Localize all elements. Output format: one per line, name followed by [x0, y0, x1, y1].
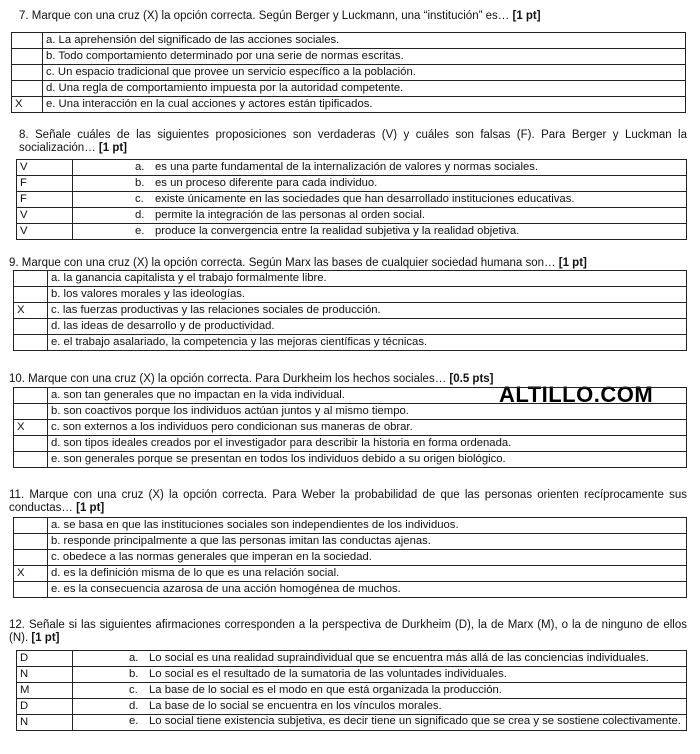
question-7	[19, 10, 686, 23]
answer-mark: D	[17, 699, 73, 715]
points: [1 pt]	[31, 632, 60, 644]
answer-mark	[14, 582, 48, 598]
question-9	[9, 257, 686, 270]
option-letter: d.	[129, 700, 139, 712]
answer-mark: X	[14, 566, 48, 582]
option-text: c. son externos a los individuos pero condicionan sus maneras de obrar.	[48, 420, 687, 436]
option-row	[17, 192, 687, 208]
option-label: permite la integración de las personas al orden social.	[155, 209, 426, 221]
option-text: a. La aprehensión del significado de las acciones sociales.	[43, 33, 686, 49]
option-row	[14, 550, 687, 566]
option-text: e. Una interacción en la cual acciones y actores están tipificados.	[43, 97, 686, 113]
option-label: Lo social es el resultado de la sumatoria de las voluntades individuales.	[149, 668, 507, 680]
option-text: a. son tan generales que no impactan en la vida individual.	[48, 388, 687, 404]
option-letter: c.	[135, 193, 144, 205]
question-text: 11. Marque con una cruz (X) la opción correcta. Para Weber la probabilidad de que las personas orienten recíprocamente sus conductas…	[9, 489, 687, 514]
option-label: La base de lo social se encuentra en los vínculos morales.	[149, 700, 442, 712]
points: [0.5 pts]	[449, 373, 494, 385]
option-text: b. son coactivos porque los individuos actúan juntos y al mismo tiempo.	[48, 404, 687, 420]
answer-mark	[14, 388, 48, 404]
option-text: d. Una regla de comportamiento impuesta por la autoridad competente.	[43, 81, 686, 97]
option-text: c. las fuerzas productivas y las relaciones sociales de producción.	[48, 303, 687, 319]
option-label: Lo social es una realidad supraindividual que se encuentra más allá de las conciencias individuales.	[149, 652, 649, 664]
option-row	[14, 303, 687, 319]
options-table-10	[13, 387, 687, 468]
option-row	[14, 388, 687, 404]
option-text	[73, 224, 687, 240]
question-11	[9, 489, 687, 515]
answer-mark: V	[17, 224, 73, 240]
answer-mark	[12, 49, 43, 65]
option-row	[17, 208, 687, 224]
option-row	[17, 160, 687, 176]
option-row	[12, 65, 686, 81]
option-label: es una parte fundamental de la internalización de valores y normas sociales.	[155, 161, 539, 173]
options-table-12	[16, 650, 687, 731]
question-text: 9. Marque con una cruz (X) la opción correcta. Según Marx las bases de cualquier sociedad humana son…	[9, 257, 556, 269]
option-row	[17, 224, 687, 240]
options-table-9	[13, 270, 687, 351]
option-label: La base de lo social es el modo en que está organizada la producción.	[149, 684, 502, 696]
option-row	[14, 518, 687, 534]
option-text	[73, 667, 687, 683]
options-table-7	[11, 32, 686, 113]
option-label: produce la convergencia entre la realidad subjetiva y la realidad objetiva.	[155, 225, 520, 237]
answer-mark: X	[14, 303, 48, 319]
option-letter: d.	[135, 209, 145, 221]
option-text	[73, 651, 687, 667]
option-row	[17, 667, 687, 683]
option-label: Lo social tiene existencia subjetiva, es decir tiene un significado que se crea y se sostiene colectivamente.	[149, 715, 681, 727]
question-text: 8. Señale cuáles de las siguientes proposiciones son verdaderas (V) y cuáles son falsas (F). Para Berger y Luckman la socialización…	[19, 129, 687, 154]
option-letter: c.	[129, 684, 138, 696]
options-table-11	[13, 517, 687, 598]
answer-mark: N	[17, 715, 73, 731]
option-row	[14, 420, 687, 436]
option-text: c. obedece a las normas generales que imperan en la sociedad.	[48, 550, 687, 566]
answer-mark	[14, 550, 48, 566]
answer-mark: X	[12, 97, 43, 113]
answer-mark	[14, 404, 48, 420]
answer-mark: F	[17, 192, 73, 208]
option-row	[14, 319, 687, 335]
answer-mark	[14, 436, 48, 452]
option-row	[12, 97, 686, 113]
option-row	[14, 404, 687, 420]
answer-mark	[14, 335, 48, 351]
points: [1 pt]	[558, 257, 587, 269]
option-text: e. es la consecuencia azarosa de una acción homogénea de muchos.	[48, 582, 687, 598]
answer-mark	[12, 65, 43, 81]
answer-mark	[14, 287, 48, 303]
watermark-logo: ALTILLO.COM	[499, 382, 654, 407]
option-row	[14, 534, 687, 550]
answer-mark	[14, 452, 48, 468]
option-row	[14, 582, 687, 598]
answer-mark: X	[14, 420, 48, 436]
question-text: 10. Marque con una cruz (X) la opción correcta. Para Durkheim los hechos sociales…	[9, 373, 447, 385]
answer-mark	[14, 271, 48, 287]
option-text	[73, 160, 687, 176]
option-text: a. la ganancia capitalista y el trabajo formalmente libre.	[48, 271, 687, 287]
option-text: e. son generales porque se presentan en todos los individuos debido a su origen biológico.	[48, 452, 687, 468]
option-text	[73, 208, 687, 224]
option-text: d. las ideas de desarrollo y de productividad.	[48, 319, 687, 335]
option-row	[14, 452, 687, 468]
option-text: b. Todo comportamiento determinado por una serie de normas escritas.	[43, 49, 686, 65]
question-8	[19, 129, 687, 155]
option-label: es un proceso diferente para cada individuo.	[155, 177, 378, 189]
answer-mark: N	[17, 667, 73, 683]
option-label: existe únicamente en las sociedades que han desarrollado instituciones educativas.	[155, 193, 575, 205]
question-12	[9, 619, 687, 645]
option-row	[14, 566, 687, 582]
option-text	[73, 176, 687, 192]
option-letter: a.	[135, 161, 145, 173]
option-text	[73, 715, 687, 731]
option-row	[12, 33, 686, 49]
answer-mark	[14, 534, 48, 550]
option-letter: b.	[129, 668, 139, 680]
option-row	[12, 49, 686, 65]
option-row	[17, 683, 687, 699]
answer-mark: V	[17, 208, 73, 224]
answer-mark: V	[17, 160, 73, 176]
answer-mark	[14, 319, 48, 335]
option-row	[14, 287, 687, 303]
points: [1 pt]	[512, 10, 541, 22]
option-row	[17, 715, 687, 731]
option-row	[17, 176, 687, 192]
option-letter: a.	[129, 652, 139, 664]
points: [1 pt]	[76, 502, 105, 514]
option-text: c. Un espacio tradicional que provee un servicio específico a la población.	[43, 65, 686, 81]
option-letter: e.	[129, 715, 139, 727]
option-text: a. se basa en que las instituciones sociales son independientes de los individuos.	[48, 518, 687, 534]
option-text	[73, 699, 687, 715]
option-text	[73, 683, 687, 699]
answer-mark	[12, 81, 43, 97]
answer-mark: D	[17, 651, 73, 667]
option-text: d. son tipos ideales creados por el investigador para describir la historia en forma ordenada.	[48, 436, 687, 452]
option-row	[17, 651, 687, 667]
option-text: d. es la definición misma de lo que es una relación social.	[48, 566, 687, 582]
answer-mark	[12, 33, 43, 49]
question-text: 7. Marque con una cruz (X) la opción correcta. Según Berger y Luckmann, una “institución” es…	[19, 10, 510, 22]
options-table-8	[16, 159, 687, 240]
answer-mark: M	[17, 683, 73, 699]
answer-mark	[14, 518, 48, 534]
option-row	[17, 699, 687, 715]
option-row	[12, 81, 686, 97]
option-row	[14, 436, 687, 452]
option-text: e. el trabajo asalariado, la competencia y las mejoras científicas y técnicas.	[48, 335, 687, 351]
option-text: b. responde principalmente a que las personas imitan las conductas ajenas.	[48, 534, 687, 550]
option-letter: e.	[135, 225, 145, 237]
option-text: b. los valores morales y las ideologías.	[48, 287, 687, 303]
option-row	[14, 335, 687, 351]
option-row	[14, 271, 687, 287]
option-letter: b.	[135, 177, 145, 189]
option-text	[73, 192, 687, 208]
question-text: 12. Señale si las siguientes afirmaciones corresponden a la perspectiva de Durkheim (D), la de Marx (M), o la de ninguno de ellos (N).	[9, 619, 687, 644]
points: [1 pt]	[98, 142, 128, 154]
answer-mark: F	[17, 176, 73, 192]
